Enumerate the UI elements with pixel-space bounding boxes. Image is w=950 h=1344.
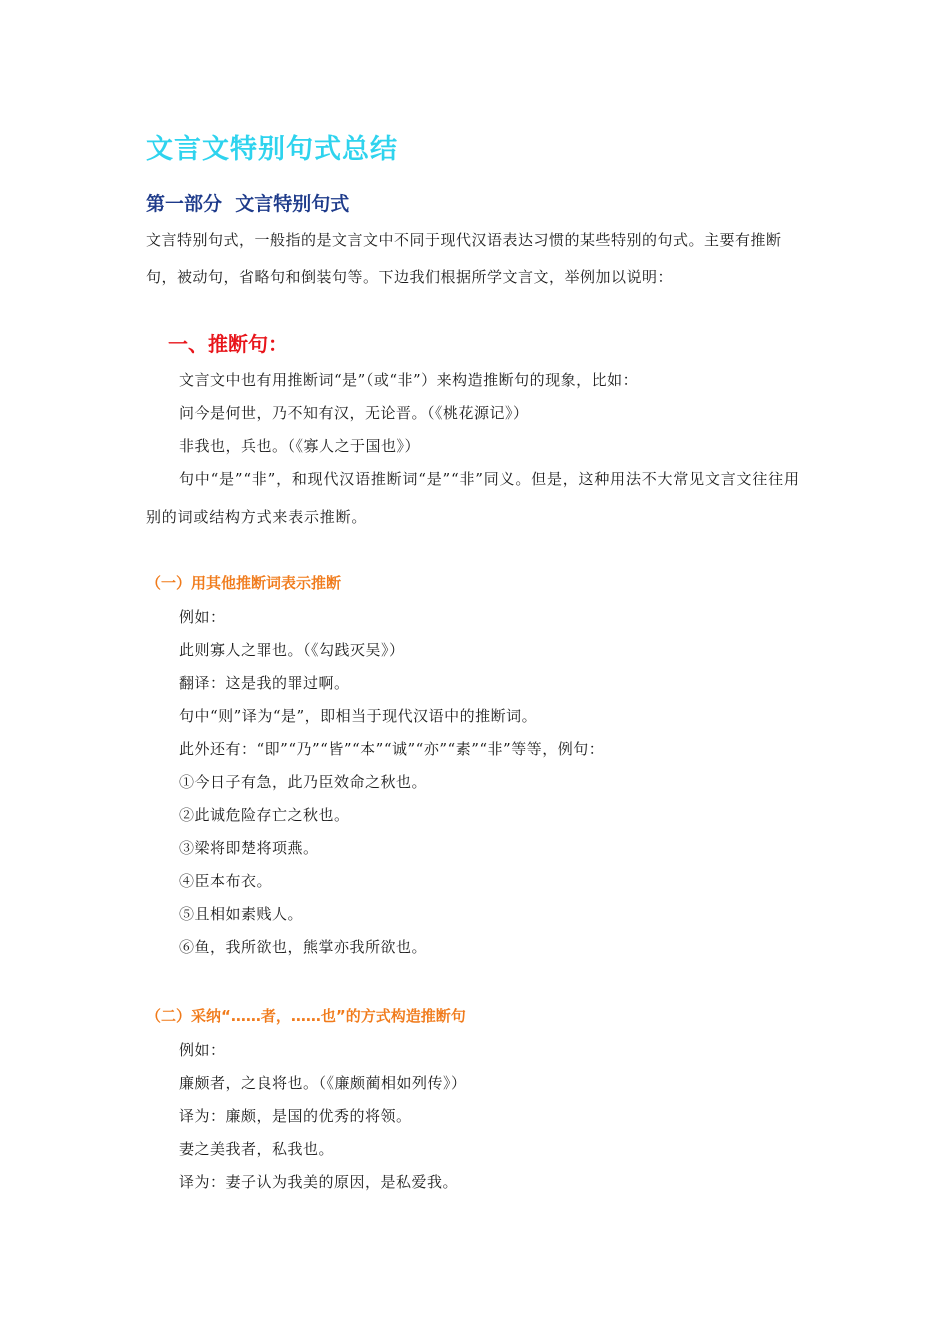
text-line: 廉颇者，之良将也。（《廉颇蔺相如列传》） — [179, 1074, 467, 1092]
text-line: ②此诚危险存亡之秋也。 — [179, 806, 350, 824]
part-heading: 第一部分 文言特别句式 — [146, 193, 350, 215]
intro-paragraph: 文言特别句式，一般指的是文言文中不同于现代汉语表达习惯的某些特别的句式。主要有推断句，被动句，省略句和倒装句等。下边我们根据所学文言文，举例加以说明： — [146, 231, 782, 286]
text-line: ⑥鱼，我所欲也，熊掌亦我所欲也。 — [179, 938, 428, 956]
subsection-heading-1: （一）用其他推断词表示推断 — [146, 574, 342, 592]
text-line: 问今是何世，乃不知有汉，无论晋。（《桃花源记》） — [179, 404, 529, 422]
text-line: ④臣本布衣。 — [179, 872, 273, 890]
text-line: 文言文中也有用推断词“是”（或“非”）来构造推断句的现象，比如： — [179, 371, 639, 389]
text-line: 此则寡人之罪也。（《勾践灭吴》） — [179, 641, 405, 659]
text-line: 句中“则”译为“是”，即相当于现代汉语中的推断词。 — [179, 707, 538, 725]
text-line: 例如： — [179, 1041, 226, 1059]
section1-paragraph: 句中“是”“非”，和现代汉语推断词“是”“非”同义。但是，这种用法不大常见文言文往往用别的词或结构方式来表示推断。 — [146, 470, 800, 526]
text-line: 例如： — [179, 608, 226, 626]
text-line: ⑤且相如素贱人。 — [179, 905, 304, 923]
text-line: 译为：廉颇，是国的优秀的将领。 — [179, 1107, 412, 1125]
document-title: 文言文特别句式总结 — [146, 134, 398, 165]
section1-paragraph-block — [146, 460, 810, 536]
section1-lines — [146, 364, 810, 463]
subsection-heading-2: （二）采纳“……者，……也”的方式构造推断句 — [146, 1007, 466, 1025]
text-line: 妻之美我者，私我也。 — [179, 1140, 335, 1158]
text-line: ①今日子有急，此乃臣效命之秋也。 — [179, 773, 428, 791]
subsection2-lines — [146, 1034, 810, 1199]
text-line: ③梁将即楚将项燕。 — [179, 839, 319, 857]
text-line: 译为：妻子认为我美的原因，是私爱我。 — [179, 1173, 459, 1191]
text-line: 此外还有：“即”“乃”“皆”“本”“诚”“亦”“素”“非”等等，例句： — [179, 740, 605, 758]
text-line: 翻译：这是我的罪过啊。 — [179, 674, 350, 692]
subsection1-lines — [146, 601, 810, 964]
section-heading-judgment: 一、推断句： — [168, 332, 288, 356]
text-line: 非我也，兵也。（《寡人之于国也》） — [179, 437, 421, 455]
